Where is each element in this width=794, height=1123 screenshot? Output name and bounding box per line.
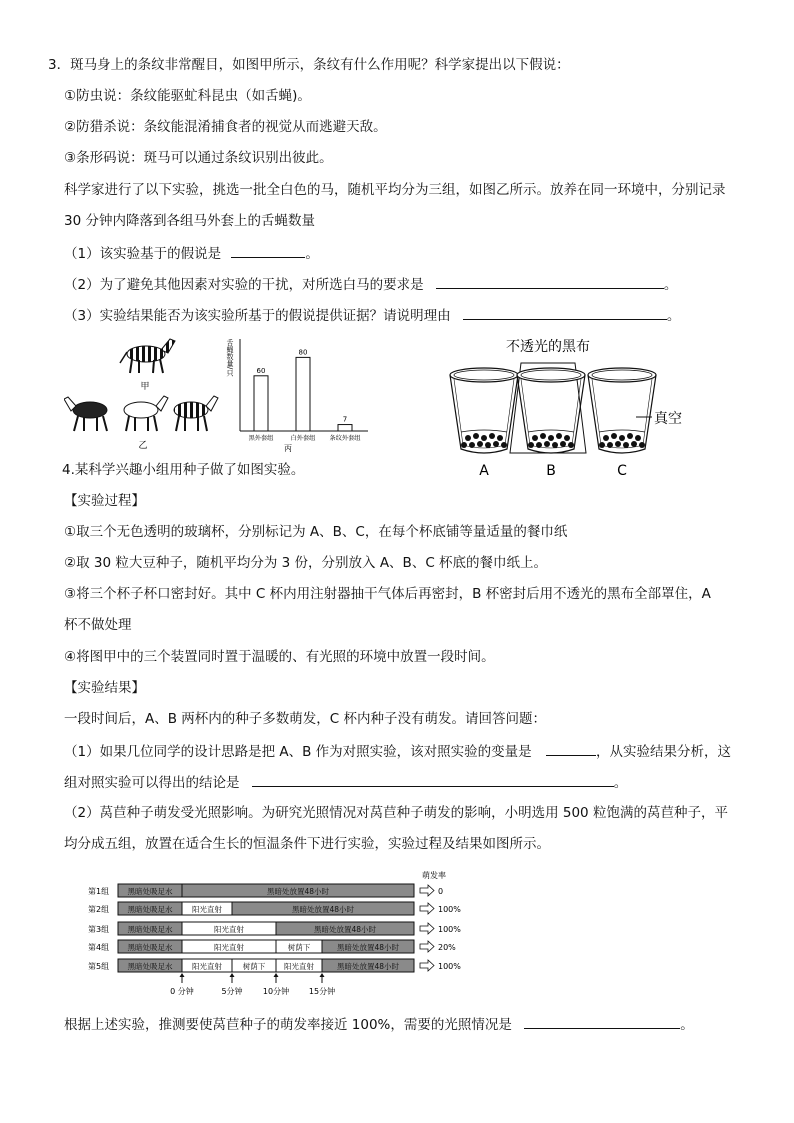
- cups-figure: [440, 333, 700, 481]
- bar-2: [296, 357, 310, 431]
- timeline-segment-label: 黑暗处吸足水: [127, 925, 173, 934]
- vacuum-label: 真空: [654, 411, 682, 427]
- cup-c: [588, 368, 656, 453]
- group-label: 第3组: [88, 925, 110, 934]
- horse-striped-coat-icon: [174, 396, 218, 431]
- seed-icon: [623, 442, 629, 448]
- seed-icon: [540, 433, 546, 439]
- seed-icon: [627, 433, 633, 439]
- timeline-segment-label: 黑暗处吸足水: [127, 887, 173, 896]
- rate-header: 萌发率: [422, 871, 446, 880]
- q3-hypothesis-2: ②防猎杀说：条纹能混淆捕食者的视觉从而逃避天敌。: [64, 119, 387, 135]
- timeline-segment-label: 黑暗处吸足水: [127, 943, 173, 952]
- q4-subquestion-1b: [64, 772, 627, 792]
- zebra-icon: [120, 339, 175, 373]
- seed-icon: [635, 435, 641, 441]
- q4-final-end: 。: [680, 1017, 694, 1033]
- seed-icon: [544, 441, 550, 447]
- chart-ylabel-text: 舌蝇数量/只: [226, 339, 234, 377]
- q4-s1a-end: ，从实验结果分析，这: [595, 744, 731, 760]
- timeline-segment-label: 黑暗处吸足水: [127, 962, 173, 971]
- q4-process-2: ②取 30 粒大豆种子，随机平均分为 3 份，分别放入 A、B、C 杯底的餐巾纸上。: [64, 555, 548, 571]
- timeline-segment-label: 黑暗处放置48小时: [313, 925, 377, 934]
- seed-icon: [465, 435, 471, 441]
- bar-category-label: 白外套组: [290, 435, 316, 442]
- germination-rate: 20%: [438, 943, 456, 952]
- tick-label: 10分钟: [262, 987, 290, 996]
- germination-rate: 100%: [438, 925, 461, 934]
- arrow-up-icon: [180, 973, 185, 977]
- q3-experiment-line-2: 30 分钟内降落到各组马外套上的舌蝇数量: [64, 213, 315, 229]
- q3-sq2-end: 。: [663, 277, 678, 293]
- q4-process-4: ④将图甲中的三个装置同时置于温暖的、有光照的环境中放置一段时间。: [64, 649, 495, 665]
- q4-final-text: 根据上述实验，推测要使莴苣种子的萌发率接近 100%，需要的光照情况是: [64, 1017, 512, 1033]
- q4-subquestion-1a: [64, 741, 731, 761]
- q3-hypothesis-1: ①防虫说：条纹能驱虻科昆虫（如舌蝇)。: [64, 88, 311, 104]
- q4-s1-variable-blank[interactable]: [546, 741, 596, 756]
- seed-icon: [615, 441, 621, 447]
- q3-sq3-answer-blank[interactable]: [463, 305, 667, 320]
- seed-icon: [611, 433, 617, 439]
- q4-final-answer-blank[interactable]: [524, 1014, 680, 1029]
- q4-process-heading: 【实验过程】: [64, 493, 145, 509]
- cup-label-c: C: [617, 463, 627, 479]
- q4-result-1: 一段时间后，A、B 两杯内的种子多数萌发，C 杯内种子没有萌发。请回答问题：: [64, 711, 547, 727]
- q4-intro: 4.某科学兴趣小组用种子做了如图实验。: [62, 462, 305, 478]
- q3-sq1-text: （1）该实验基于的假说是: [64, 246, 222, 262]
- seed-icon: [599, 442, 605, 448]
- seed-icon: [556, 433, 562, 439]
- horse-black-coat-icon: [64, 397, 107, 431]
- seed-icon: [477, 441, 483, 447]
- light-timeline-figure: [86, 866, 476, 1000]
- chart-ylabel: [226, 338, 234, 377]
- bar-value-label: 80: [298, 348, 308, 357]
- group-label: 第5组: [88, 962, 110, 971]
- q4-result-heading: 【实验结果】: [64, 680, 145, 696]
- seed-icon: [536, 442, 542, 448]
- group-label: 第4组: [88, 943, 110, 952]
- seed-icon: [489, 433, 495, 439]
- seed-icon: [481, 435, 487, 441]
- q3-sq2-text: （2）为了避免其他因素对实验的干扰，对所选白马的要求是: [64, 277, 424, 293]
- q4-final-question: [64, 1014, 694, 1034]
- arrow-up-icon: [230, 973, 235, 977]
- arrow-right-icon: [420, 903, 434, 914]
- q4-process-3a: ③将三个杯子杯口密封好。其中 C 杯内用注射器抽干气体后再密封，B 杯密封后用不透光的黑布全部罩住，A: [64, 586, 711, 602]
- cup-b: [517, 368, 585, 453]
- seed-icon: [603, 435, 609, 441]
- timeline-segment-label: 阳光直射: [192, 905, 222, 914]
- group-label: 第1组: [88, 887, 110, 896]
- q3-experiment-line-1: 科学家进行了以下实验，挑选一批全白色的马，随机平均分为三组，如图乙所示。放养在同一环境中，分别记录: [64, 182, 726, 198]
- seed-icon: [568, 442, 574, 448]
- seed-icon: [631, 441, 637, 447]
- seed-icon: [607, 442, 613, 448]
- arrow-up-icon: [320, 973, 325, 977]
- seed-icon: [485, 442, 491, 448]
- timeline-segment-label: 树荫下: [287, 943, 311, 952]
- seed-icon: [552, 442, 558, 448]
- bar-value-label: 7: [342, 415, 348, 424]
- seed-icon: [497, 435, 503, 441]
- cup-label-b: B: [546, 463, 556, 479]
- bar-category-label: 黑外套组: [248, 435, 274, 442]
- timeline-segment-label: 阳光直射: [214, 925, 244, 934]
- black-cloth-label: 不透光的黑布: [506, 339, 590, 355]
- timeline-segment-label: 阳光直射: [214, 943, 244, 952]
- timeline-segment-label: 黑暗处吸足水: [127, 905, 173, 914]
- bar-value-label: 60: [256, 366, 266, 375]
- timeline-segment-label: 黑暗处放置48小时: [266, 887, 330, 896]
- germination-rate: 100%: [438, 962, 461, 971]
- arrow-right-icon: [420, 960, 434, 971]
- timeline-segment-label: 阳光直射: [284, 962, 314, 971]
- seed-icon: [564, 435, 570, 441]
- arrow-right-icon: [420, 885, 434, 896]
- q3-sq2-answer-blank[interactable]: [436, 274, 664, 289]
- cup-a: [450, 368, 518, 453]
- q4-s1-conclusion-blank[interactable]: [252, 772, 614, 787]
- timeline-segment-label: 阳光直射: [192, 962, 222, 971]
- seed-icon: [461, 442, 467, 448]
- q4-process-3b: 杯不做处理: [64, 617, 132, 633]
- seed-icon: [528, 442, 534, 448]
- bar-category-label: 条纹外套组: [329, 435, 361, 442]
- q3-sq3-end: 。: [666, 308, 681, 324]
- horse-white-coat-icon: [124, 396, 168, 431]
- arrow-right-icon: [420, 941, 434, 952]
- seed-icon: [548, 435, 554, 441]
- q4-subquestion-2b: 均分成五组，放置在适合生长的恒温条件下进行实验，实验过程及结果如图所示。: [64, 836, 550, 852]
- q4-subquestion-2a: （2）莴苣种子萌发受光照影响。为研究光照情况对莴苣种子萌发的影响，小明选用 500 粒饱满的莴苣种子，平: [64, 805, 728, 821]
- q3-subquestion-1: [64, 243, 319, 263]
- germination-rate: 0: [438, 887, 444, 896]
- q3-sq1-end: 。: [305, 246, 319, 262]
- seed-icon: [473, 433, 479, 439]
- timeline-segment-label: 树荫下: [242, 962, 266, 971]
- fig-jia-label: 甲: [140, 382, 150, 392]
- bar-1: [254, 376, 268, 431]
- fig-yi-label: 乙: [138, 441, 148, 451]
- fly-count-bar-chart: [222, 335, 372, 457]
- seed-icon: [501, 442, 507, 448]
- q3-subquestion-2: [64, 274, 677, 294]
- tick-label: 15分钟: [308, 987, 336, 996]
- tick-label: 0 分钟: [170, 987, 194, 996]
- arrow-right-icon: [420, 923, 434, 934]
- timeline-segment-label: 黑暗处放置48小时: [291, 905, 355, 914]
- timeline-segment-label: 黑暗处放置48小时: [336, 943, 400, 952]
- cup-label-a: A: [479, 463, 489, 479]
- group-label: 第2组: [88, 905, 110, 914]
- tick-label: 5分钟: [221, 987, 243, 996]
- q3-intro: 3．斑马身上的条纹非常醒目，如图甲所示，条纹有什么作用呢？科学家提出以下假说：: [48, 57, 570, 73]
- seed-icon: [560, 441, 566, 447]
- seed-icon: [469, 442, 475, 448]
- seed-icon: [493, 441, 499, 447]
- seed-icon: [532, 435, 538, 441]
- chart-xlabel: 丙: [284, 444, 292, 453]
- seed-icon: [619, 435, 625, 441]
- q3-sq3-text: （3）实验结果能否为该实验所基于的假说提供证据？请说明理由: [64, 308, 451, 324]
- q4-process-1: ①取三个无色透明的玻璃杯，分别标记为 A、B、C，在每个杯底铺等量适量的餐巾纸: [64, 524, 568, 540]
- q3-hypothesis-3: ③条形码说：斑马可以通过条纹识别出彼此。: [64, 150, 333, 166]
- q3-sq1-answer-blank[interactable]: [231, 243, 305, 258]
- germination-rate: 100%: [438, 905, 461, 914]
- horses-figure: [64, 333, 222, 458]
- bar-3: [338, 425, 352, 431]
- q4-s1b-text: 组对照实验可以得出的结论是: [64, 775, 240, 791]
- q4-s1b-end: 。: [613, 775, 628, 791]
- seed-icon: [639, 442, 645, 448]
- q3-subquestion-3: [64, 305, 680, 325]
- q4-s1a-text: （1）如果几位同学的设计思路是把 A、B 作为对照实验，该对照实验的变量是: [64, 744, 532, 760]
- timeline-segment-label: 黑暗处放置48小时: [336, 962, 400, 971]
- arrow-up-icon: [274, 973, 279, 977]
